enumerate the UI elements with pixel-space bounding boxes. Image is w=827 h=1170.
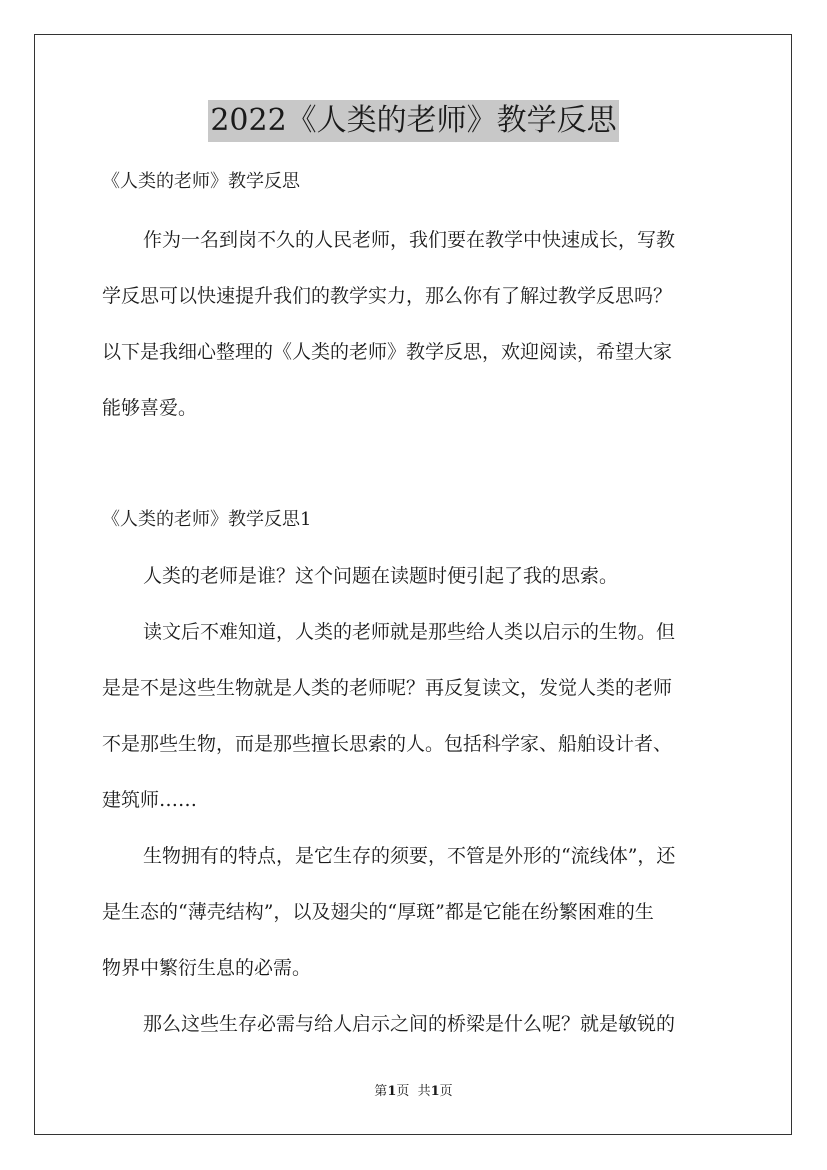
paragraph-1 xyxy=(102,562,726,590)
intro-line: 作为一名到岗不久的人民老师，我们要在教学中快速成长，写教 xyxy=(143,229,676,251)
section-heading-1: 《人类的老师》教学反思1 xyxy=(102,509,312,530)
intro-paragraph xyxy=(102,226,726,422)
intro-line: 学反思可以快速提升我们的教学实力，那么你有了解过教学反思吗？ xyxy=(102,285,673,307)
paragraph-line: 是是不是这些生物就是人类的老师呢？再反复读文，发觉人类的老师 xyxy=(102,677,673,699)
paragraph-line: 物界中繁衍生息的必需。 xyxy=(102,957,312,979)
paragraph-2 xyxy=(102,618,726,814)
paragraph-3 xyxy=(102,842,726,982)
page-suffix: 页 xyxy=(439,1084,453,1099)
paragraph-line: 读文后不难知道，人类的老师就是那些给人类以启示的生物。但 xyxy=(143,621,676,643)
section-heading-intro: 《人类的老师》教学反思 xyxy=(102,171,300,192)
paragraph-line: 生物拥有的特点，是它生存的须要，不管是外形的“流线体”，还 xyxy=(143,845,676,867)
page-total: 1 xyxy=(430,1084,440,1099)
paragraph-4 xyxy=(102,1010,726,1038)
intro-line: 以下是我细心整理的《人类的老师》教学反思，欢迎阅读，希望大家 xyxy=(102,341,673,363)
title-container xyxy=(0,100,827,142)
page-current: 1 xyxy=(387,1084,397,1099)
paragraph-line: 人类的老师是谁？这个问题在读题时便引起了我的思索。 xyxy=(143,565,619,587)
paragraph-line: 是生态的“薄壳结构”，以及翅尖的“厚斑”都是它能在纷繁困难的生 xyxy=(102,901,654,923)
document-body xyxy=(102,168,726,1038)
paragraph-line: 建筑师…… xyxy=(102,789,198,811)
page-mid: 页 共 xyxy=(396,1084,431,1099)
page-prefix: 第 xyxy=(374,1084,388,1099)
page-footer xyxy=(0,1083,827,1101)
paragraph-line: 不是那些生物，而是那些擅长思索的人。包括科学家、船舶设计者、 xyxy=(102,733,673,755)
intro-line: 能够喜爱。 xyxy=(102,397,198,419)
document-title: 2022《人类的老师》教学反思 xyxy=(208,100,618,142)
paragraph-line: 那么这些生存必需与给人启示之间的桥梁是什么呢？就是敏锐的 xyxy=(143,1013,676,1035)
